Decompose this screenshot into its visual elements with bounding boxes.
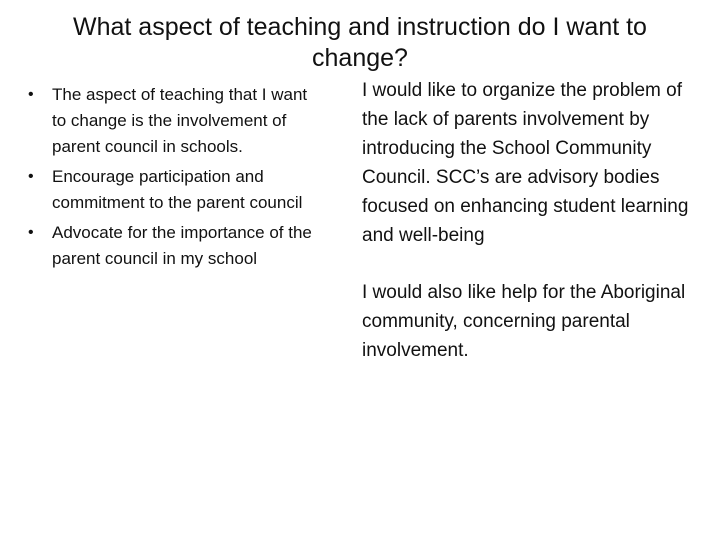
bullet-item xyxy=(26,82,326,160)
bullet-text: The aspect of teaching that I want to change is the involvement of parent council in schools. xyxy=(52,85,308,156)
bullet-text: Advocate for the importance of the parent council in my school xyxy=(52,223,312,268)
slide-title: What aspect of teaching and instruction do I want to change? xyxy=(73,13,647,72)
bullet-icon: • xyxy=(28,224,34,241)
right-column xyxy=(362,76,702,365)
bullet-text: Encourage participation and commitment to the parent council xyxy=(52,167,303,212)
bullet-icon: • xyxy=(28,168,34,185)
paragraph-aboriginal: I would also like help for the Aboriginal community, concerning parental involvement. xyxy=(362,282,686,361)
paragraph-scc: I would like to organize the problem of the lack of parents involvement by introducing the School Community Council. SCC’s are advisory bodies focused on enhancing student learning and well-being xyxy=(362,80,689,246)
bullet-item xyxy=(26,220,326,272)
left-column xyxy=(26,82,326,276)
bullet-list xyxy=(26,82,326,272)
bullet-icon: • xyxy=(28,86,34,103)
bullet-item xyxy=(26,164,326,216)
